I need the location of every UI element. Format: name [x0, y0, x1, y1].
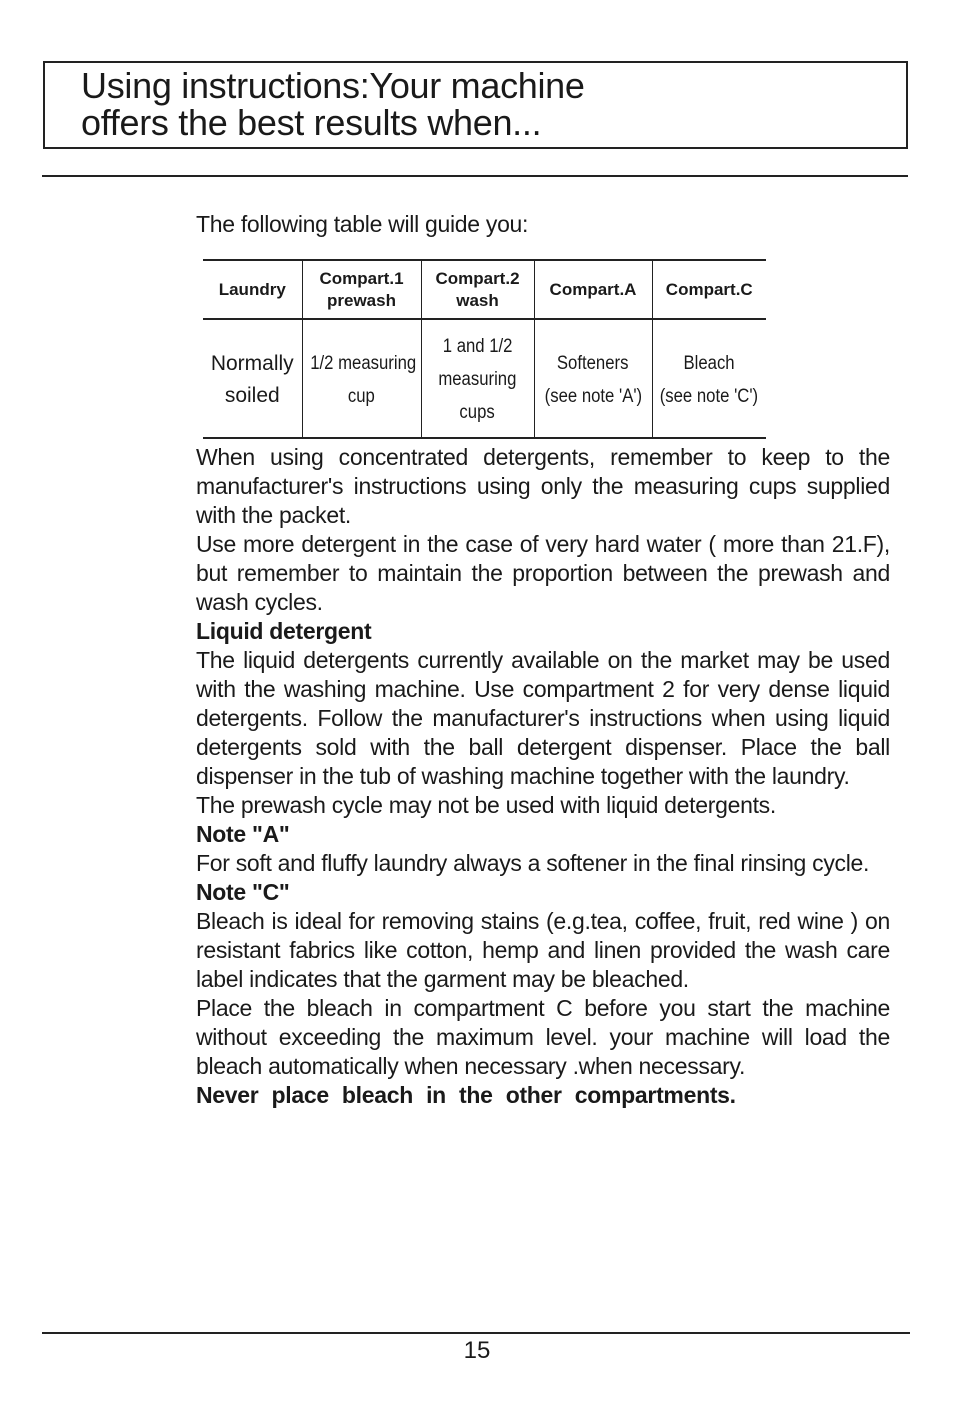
paragraph-bleach-placement: Place the bleach in compartment C before you start the machine without exceeding the maximum level. your machine will load the bleach automatically when necessary .when necessary.: [196, 995, 890, 1079]
top-divider: [42, 175, 908, 177]
cell-compart-a: Softeners (see note 'A'): [534, 319, 652, 438]
paragraph-note-c: Bleach is ideal for removing stains (e.g.tea, coffee, fruit, red wine ) on resistant fabrics like cotton, hemp and linen provided the wash care label indicates that the garment may be bleached.: [196, 908, 890, 992]
intro-text: The following table will guide you:: [196, 211, 529, 237]
page-title-line-2: offers the best results when...: [81, 102, 542, 143]
heading-note-c: Note "C": [196, 879, 290, 905]
cell-compart-2: 1 and 1/2 measuring cups: [421, 319, 534, 438]
header-compart-2: Compart.2 wash: [421, 260, 534, 319]
paragraph-liquid: The liquid detergents currently available on the market may be used with the washing machine. Use compartment 2 for very dense liquid detergents. Follow the manufacturer's instructions when using liquid detergents sold with the ball detergent dispenser. Place the ball dispenser in the tub of washing machine together with the laundry.: [196, 647, 890, 789]
paragraph-concentrated: When using concentrated detergents, remember to keep to the manufacturer's instructions using only the measuring cups supplied with the packet.: [196, 444, 890, 528]
heading-liquid-detergent: Liquid detergent: [196, 618, 372, 644]
cell-laundry: Normally soiled: [203, 319, 302, 438]
detergent-guide-table: [203, 259, 766, 439]
table-row: [203, 319, 766, 438]
paragraph-hard-water: Use more detergent in the case of very hard water ( more than 21.F), but remember to maintain the proportion between the prewash and wash cycles.: [196, 531, 890, 615]
cell-compart-1: 1/2 measuring cup: [302, 319, 421, 438]
page-number: 15: [463, 1337, 491, 1364]
heading-note-a: Note "A": [196, 821, 290, 847]
title-box: [43, 61, 908, 149]
paragraph-note-a: For soft and fluffy laundry always a softener in the final rinsing cycle.: [196, 850, 870, 876]
paragraph-prewash: The prewash cycle may not be used with liquid detergents.: [196, 792, 776, 818]
cell-compart-c: Bleach (see note 'C'): [652, 319, 766, 438]
header-compart-c: Compart.C: [652, 260, 766, 319]
header-compart-a: Compart.A: [534, 260, 652, 319]
page-title: [81, 67, 585, 141]
body-text: [196, 443, 890, 1110]
bottom-divider: [42, 1332, 910, 1334]
header-laundry: Laundry: [203, 260, 302, 319]
table-header-row: [203, 260, 766, 319]
warning-never-place-bleach: Never place bleach in the other compartments.: [196, 1082, 736, 1108]
header-compart-1: Compart.1 prewash: [302, 260, 421, 319]
page-title-line-1: Using instructions:Your machine: [81, 65, 585, 106]
